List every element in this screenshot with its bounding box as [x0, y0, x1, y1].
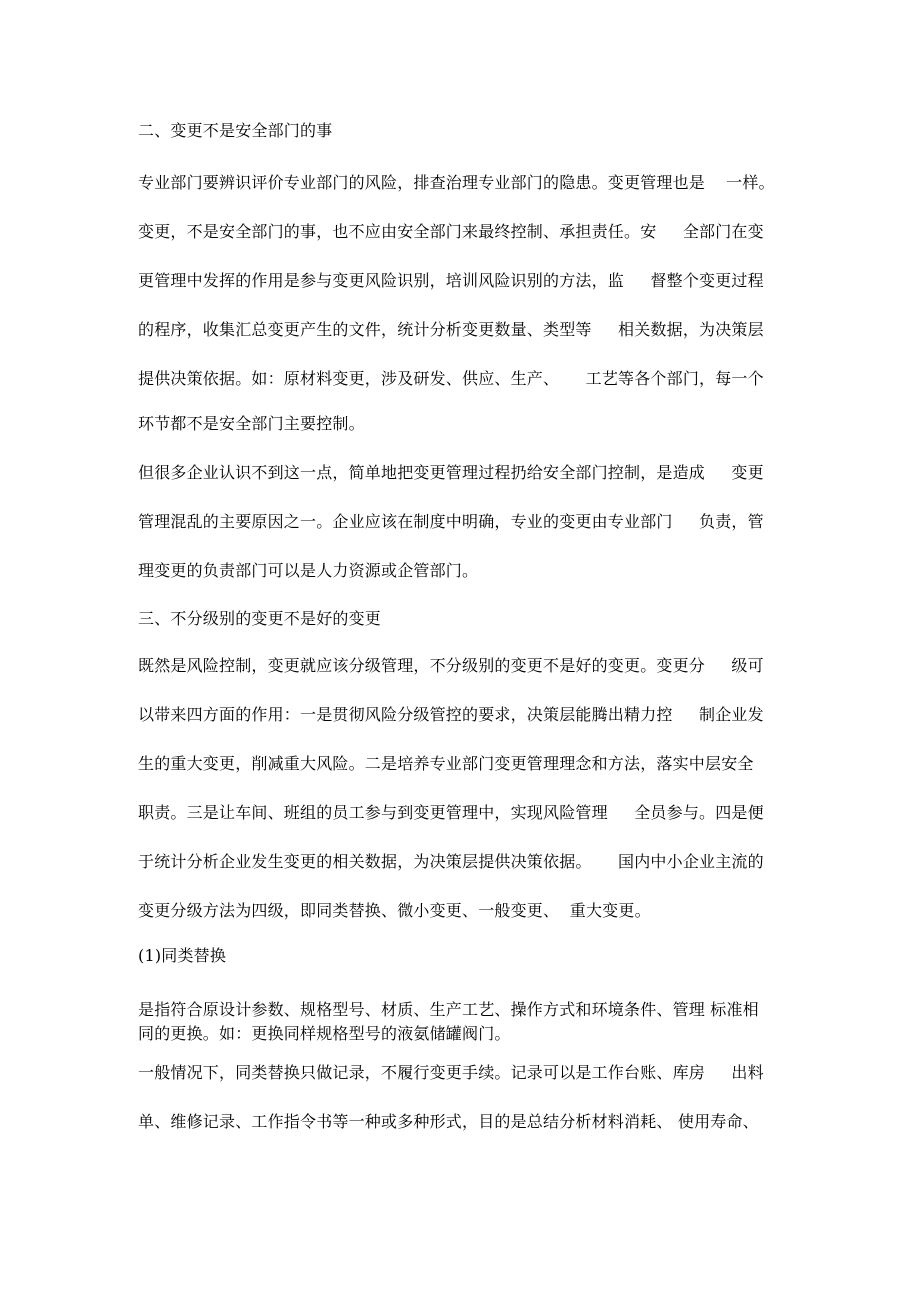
paragraph-line: 变更分级方法为四级，即同类替换、微小变更、一般变更、 重大变更。: [138, 901, 651, 920]
paragraph-line: 专业部门要辨识评价专业部门的风险，排查治理专业部门的隐患。变更管理也是 一样。: [138, 173, 775, 192]
paragraph-line: 职责。三是让车间、班组的员工参与到变更管理中，实现风险管理 全员参与。四是便: [138, 803, 764, 822]
paragraph-line: 生的重大变更，削减重大风险。二是培养专业部门变更管理理念和方法，落实中层安全: [138, 754, 754, 773]
paragraph-line: 以带来四方面的作用：一是贯彻风险分级管控的要求，决策层能腾出精力控 制企业发: [138, 705, 764, 724]
paragraph-line: 更管理中发挥的作用是参与变更风险识别，培训风险识别的方法，监 督整个变更过程: [138, 271, 764, 290]
paragraph-line: 理变更的负责部门可以是人力资源或企管部门。: [138, 561, 479, 580]
paragraph-line: 但很多企业认识不到这一点，简单地把变更管理过程扔给安全部门控制，是造成 变更: [138, 463, 764, 482]
section-heading-3: 三、不分级别的变更不是好的变更: [138, 609, 382, 628]
paragraph-line: 于统计分析企业发生变更的相关数据，为决策层提供决策依据。 国内中小企业主流的: [138, 852, 764, 871]
section-heading-2: 二、变更不是安全部门的事: [138, 121, 333, 140]
paragraph-line: 管理混乱的主要原因之一。企业应该在制度中明确，专业的变更由专业部门 负责，管: [138, 512, 764, 531]
paragraph-line: 是指符合原设计参数、规格型号、材质、生产工艺、操作方式和环境条件、管理 标准相: [138, 1000, 759, 1019]
paragraph-line: 单、维修记录、工作指令书等一种或多种形式，目的是总结分析材料消耗、 使用寿命、: [138, 1112, 759, 1131]
paragraph-line: 变更，不是安全部门的事，也不应由安全部门来最终控制、承担责任。安 全部门在变: [138, 222, 764, 241]
paragraph-line: 既然是风险控制，变更就应该分级管理，不分级别的变更不是好的变更。变更分 级可: [138, 656, 764, 675]
paragraph-line: 一般情况下，同类替换只做记录，不履行变更手续。记录可以是工作台账、库房 出料: [138, 1063, 764, 1082]
paragraph-line: 环节都不是安全部门主要控制。: [138, 414, 365, 433]
paragraph-line: 提供决策依据。如：原材料变更，涉及研发、供应、生产、 工艺等各个部门，每一个: [138, 369, 764, 388]
subsection-heading: (1)同类替换: [138, 946, 227, 965]
paragraph-line: 的程序，收集汇总变更产生的文件，统计分析变更数量、类型等 相关数据，为决策层: [138, 320, 764, 339]
paragraph-line: 同的更换。如：更换同样规格型号的液氨储罐阀门。: [138, 1024, 511, 1043]
